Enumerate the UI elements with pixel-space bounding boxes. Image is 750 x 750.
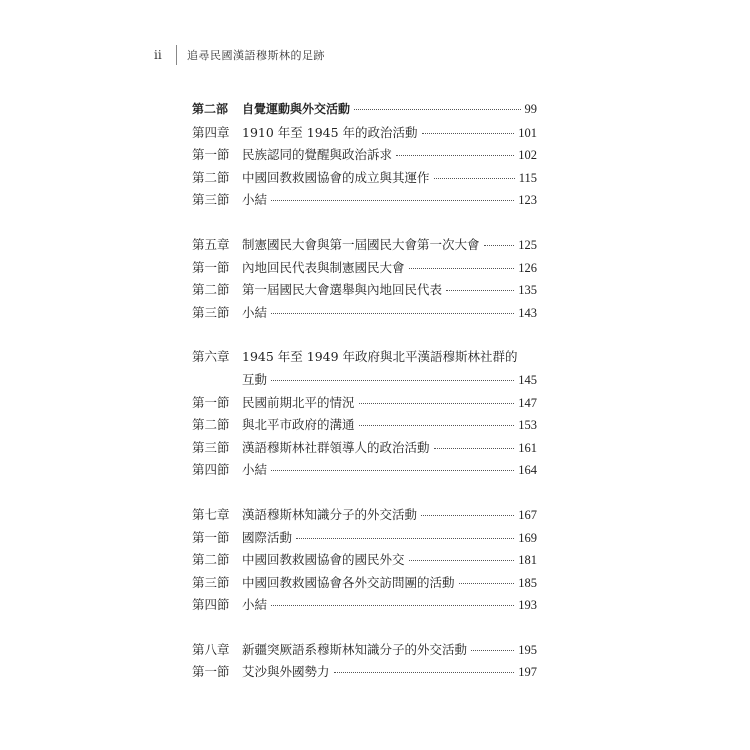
- entry-page: 153: [518, 418, 537, 433]
- toc-entry-section: [192, 280, 537, 303]
- entry-title: 民族認同的覺醒與政治訴求: [242, 147, 393, 163]
- entry-title: 互動: [242, 371, 268, 387]
- entry-number: 第五章: [192, 236, 230, 252]
- entry-page: 101: [518, 125, 537, 140]
- entry-page: 164: [518, 463, 537, 478]
- dot-leader: [271, 470, 514, 471]
- entry-number: 第二節: [192, 552, 230, 568]
- book-title: 追尋民國漢語穆斯林的足跡: [187, 49, 325, 62]
- entry-page: 99: [524, 102, 537, 116]
- entry-title: 漢語穆斯林知識分子的外交活動: [242, 506, 418, 522]
- entry-number: 第三節: [192, 574, 230, 590]
- entry-number: 第一節: [192, 147, 230, 163]
- dot-leader: [271, 380, 514, 381]
- entry-page: 169: [518, 530, 537, 545]
- entry-page: 126: [518, 260, 537, 275]
- entry-number: 第一節: [192, 664, 230, 680]
- toc-entry-section: [192, 168, 537, 191]
- toc-entry-section: [192, 595, 537, 618]
- toc-entry-section: [192, 573, 537, 596]
- entry-page: 125: [518, 237, 537, 252]
- entry-title: 自覺運動與外交活動: [242, 102, 351, 116]
- entry-title: 漢語穆斯林社群領導人的政治活動: [242, 439, 430, 455]
- entry-page: 197: [518, 665, 537, 680]
- table-of-contents: [192, 100, 537, 685]
- dot-leader: [434, 178, 515, 179]
- entry-title: 民國前期北平的情況: [242, 394, 355, 410]
- entry-page: 115: [518, 170, 537, 185]
- dot-leader: [359, 425, 515, 426]
- dot-leader: [409, 268, 515, 269]
- entry-number: 第一節: [192, 394, 230, 410]
- toc-entry-section: [192, 190, 537, 213]
- toc-entry-section: [192, 393, 537, 416]
- entry-page: 145: [518, 372, 537, 387]
- dot-leader: [484, 245, 515, 246]
- toc-entry-section: [192, 303, 537, 326]
- entry-title: 1945 年至 1949 年政府與北平漢語穆斯林社群的: [242, 349, 518, 365]
- entry-number: 第三節: [192, 304, 230, 320]
- toc-entry-chapter: [192, 347, 537, 370]
- toc-entry-chapter: [192, 235, 537, 258]
- dot-leader: [421, 515, 514, 516]
- entry-number: 第三節: [192, 192, 230, 208]
- entry-title: 制憲國民大會與第一屆國民大會第一次大會: [242, 236, 480, 252]
- running-header: [154, 42, 325, 68]
- entry-title: 中國回教救國協會的國民外交: [242, 552, 405, 568]
- entry-number: 第二節: [192, 282, 230, 298]
- toc-entry-chapter-continued: [192, 370, 537, 393]
- entry-page: 185: [518, 575, 537, 590]
- entry-number: 第七章: [192, 506, 230, 522]
- entry-title: 與北平市政府的溝通: [242, 417, 355, 433]
- dot-leader: [271, 605, 514, 606]
- entry-number: 第二部: [192, 102, 229, 116]
- entry-number: 第三節: [192, 439, 230, 455]
- dot-leader: [459, 583, 515, 584]
- entry-page: 161: [518, 440, 537, 455]
- toc-entry-chapter: [192, 640, 537, 663]
- entry-page: 135: [518, 283, 537, 298]
- toc-entry-section: [192, 460, 537, 483]
- entry-number: 第一節: [192, 259, 230, 275]
- entry-number: 第四章: [192, 124, 230, 140]
- toc-entry-chapter: [192, 505, 537, 528]
- entry-number: 第八章: [192, 641, 230, 657]
- entry-number: 第一節: [192, 529, 230, 545]
- entry-page: 193: [518, 598, 537, 613]
- toc-entry-chapter: [192, 123, 537, 146]
- entry-number: 第四節: [192, 462, 230, 478]
- dot-leader: [422, 133, 515, 134]
- entry-title: 中國回教救國協會各外交訪問團的活動: [242, 574, 455, 590]
- entry-title: 小結: [242, 304, 268, 320]
- entry-number: 第六章: [192, 349, 230, 365]
- entry-title: 小結: [242, 462, 268, 478]
- dot-leader: [334, 672, 515, 673]
- toc-entry-part: [192, 100, 537, 123]
- entry-title: 內地回民代表與制憲國民大會: [242, 259, 405, 275]
- dot-leader: [359, 403, 515, 404]
- toc-entry-section: [192, 662, 537, 685]
- entry-title: 第一屆國民大會選舉與內地回民代表: [242, 282, 443, 298]
- entry-page: 143: [518, 305, 537, 320]
- entry-title: 中國回教救國協會的成立與其運作: [242, 169, 430, 185]
- dot-leader: [446, 290, 514, 291]
- toc-entry-section: [192, 550, 537, 573]
- dot-leader: [434, 448, 515, 449]
- entry-number: 第二節: [192, 417, 230, 433]
- entry-number: 第二節: [192, 169, 230, 185]
- toc-entry-section: [192, 258, 537, 281]
- entry-title: 小結: [242, 597, 268, 613]
- entry-page: 102: [518, 148, 537, 163]
- header-divider: [176, 45, 177, 65]
- dot-leader: [396, 155, 514, 156]
- dot-leader: [296, 538, 514, 539]
- dot-leader: [471, 650, 514, 651]
- entry-title: 1910 年至 1945 年的政治活動: [242, 124, 418, 140]
- dot-leader: [354, 109, 520, 110]
- entry-page: 181: [518, 553, 537, 568]
- toc-entry-section: [192, 145, 537, 168]
- entry-page: 167: [518, 507, 537, 522]
- dot-leader: [409, 560, 515, 561]
- entry-page: 147: [518, 395, 537, 410]
- dot-leader: [271, 313, 514, 314]
- toc-entry-section: [192, 415, 537, 438]
- dot-leader: [271, 200, 514, 201]
- entry-page: 123: [518, 193, 537, 208]
- entry-title: 國際活動: [242, 529, 293, 545]
- page-number: ii: [154, 48, 162, 62]
- entry-title: 艾沙與外國勢力: [242, 664, 330, 680]
- toc-entry-section: [192, 528, 537, 551]
- entry-page: 195: [518, 642, 537, 657]
- entry-number: 第四節: [192, 597, 230, 613]
- toc-entry-section: [192, 438, 537, 461]
- entry-title: 新疆突厥語系穆斯林知識分子的外交活動: [242, 641, 468, 657]
- entry-title: 小結: [242, 192, 268, 208]
